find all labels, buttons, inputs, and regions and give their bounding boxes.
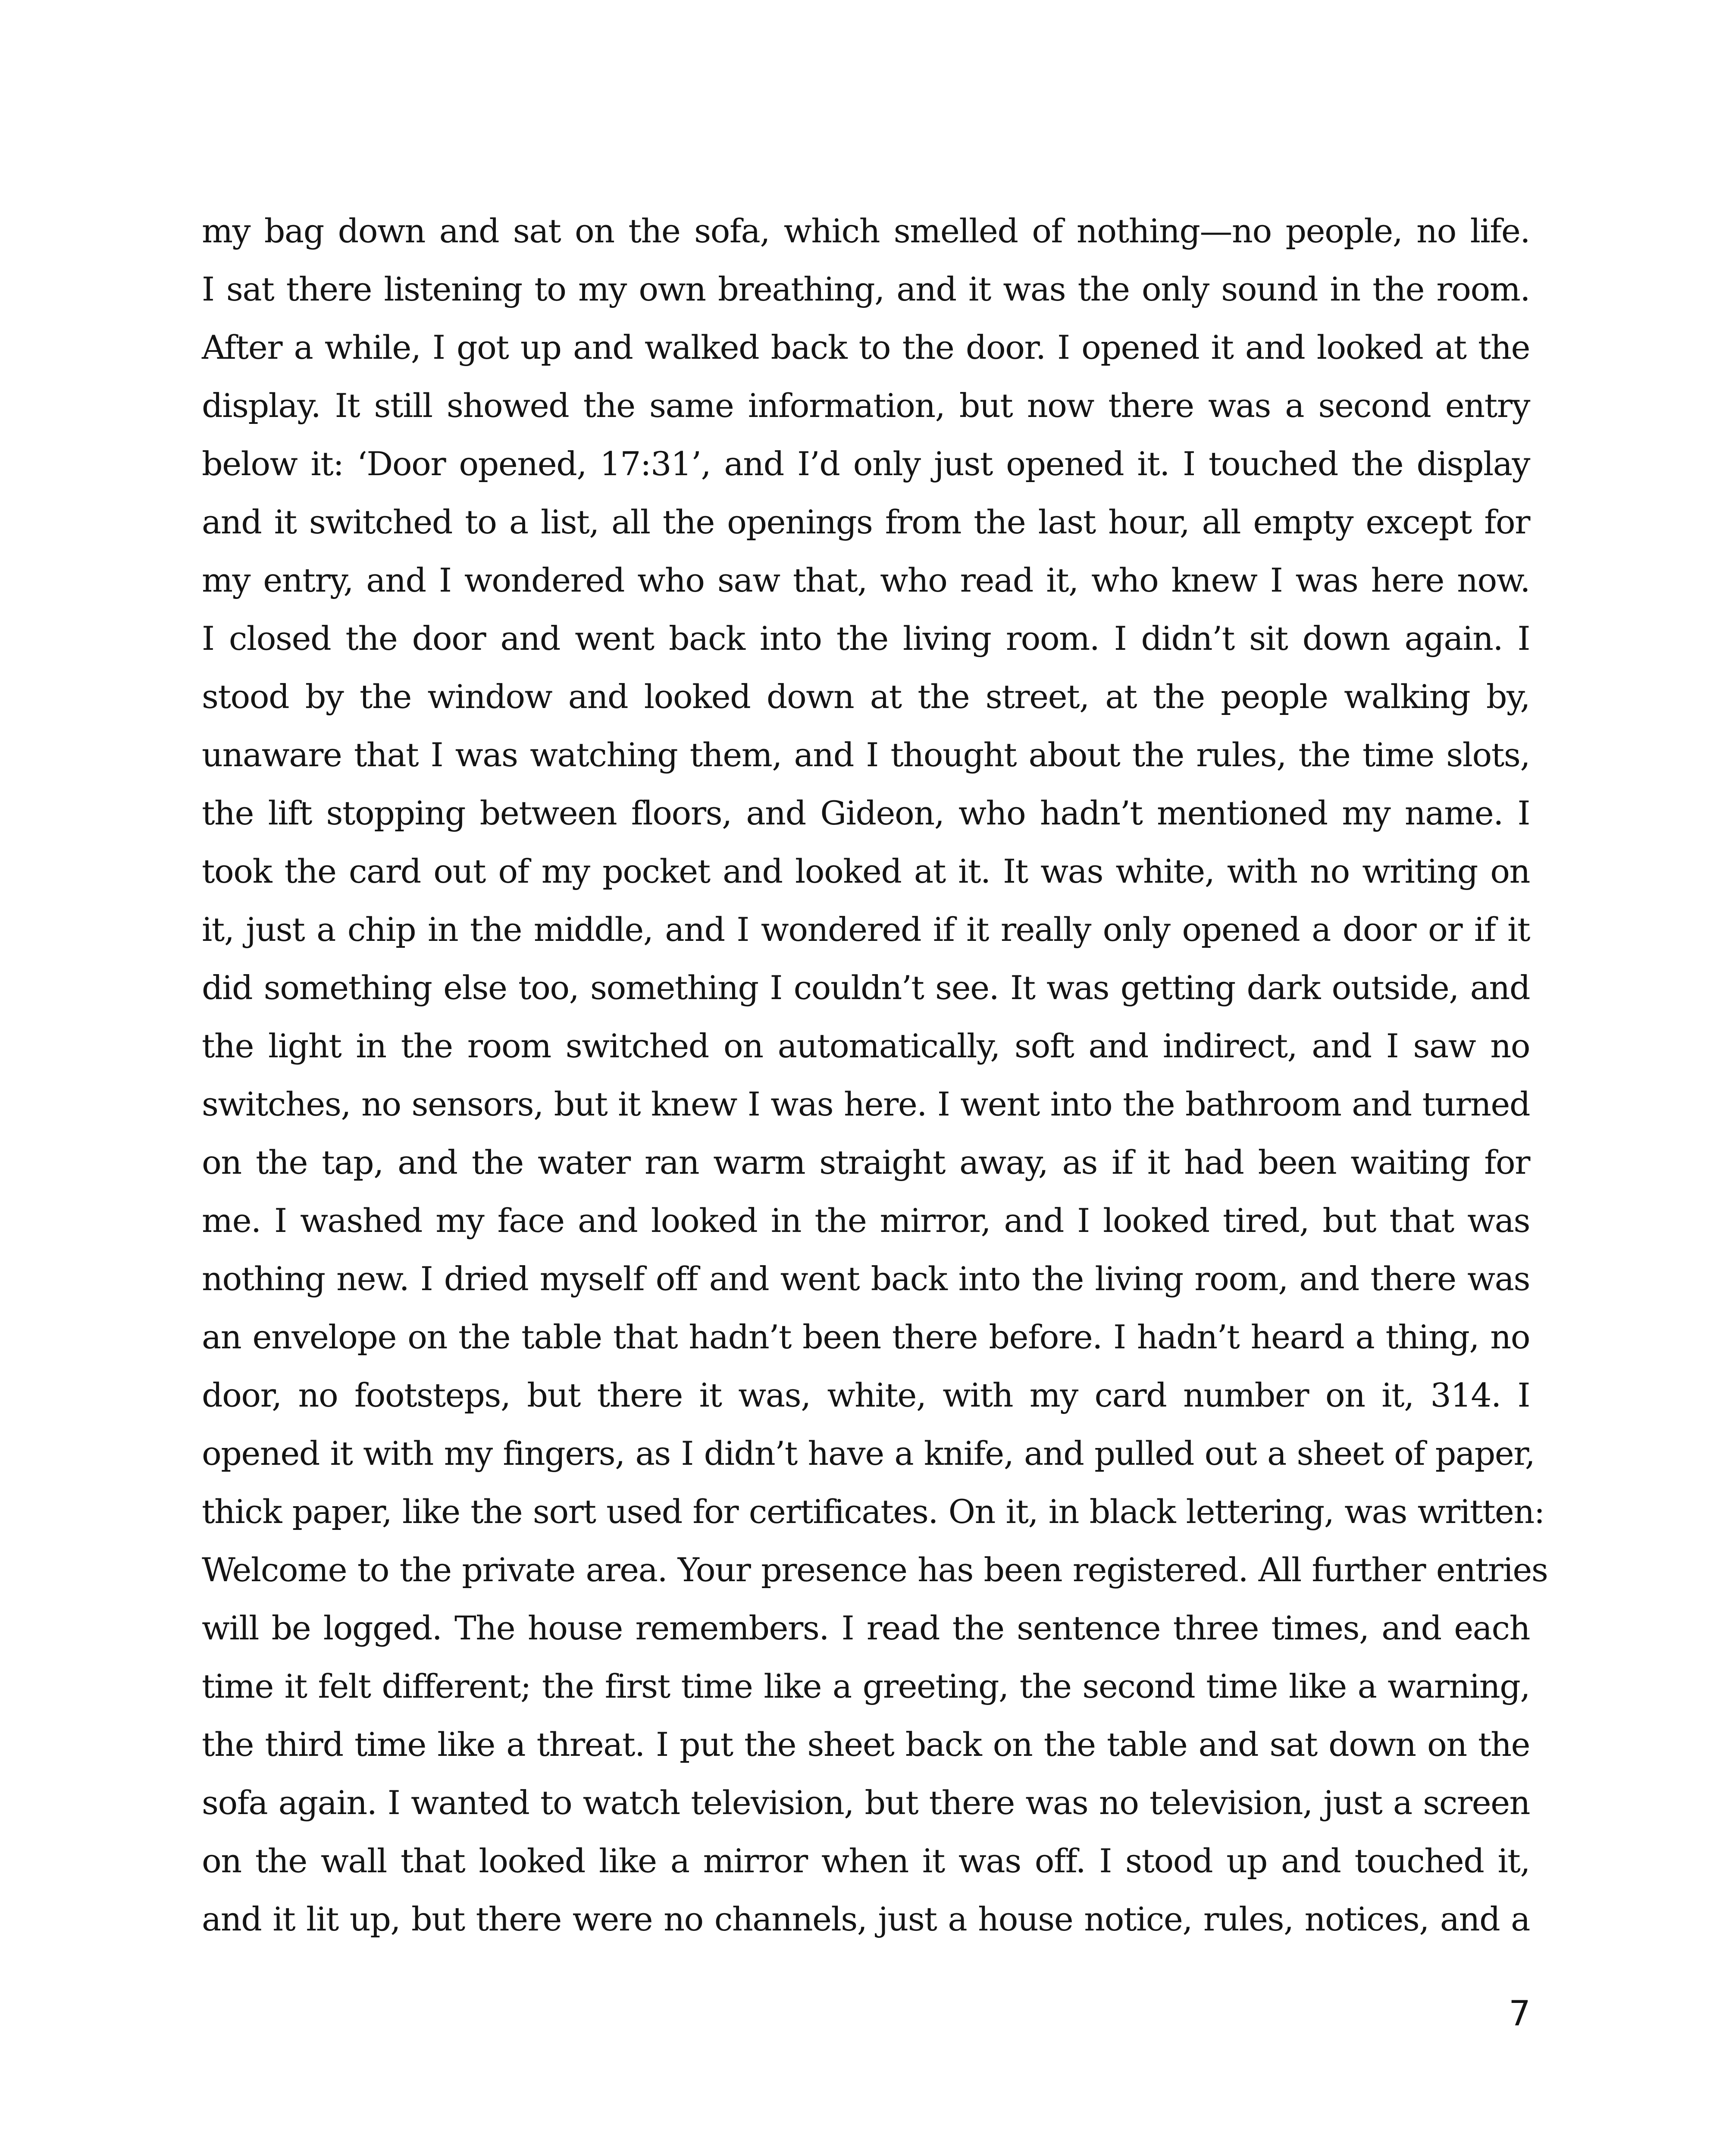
text-line: I sat there listening to my own breathing, and it was the only sound in the room.: [202, 270, 1530, 308]
text-line: switches, no sensors, but it knew I was here. I went into the bathroom and turned: [202, 1085, 1530, 1123]
text-line: the lift stopping between floors, and Gideon, who hadn’t mentioned my name. I: [202, 794, 1530, 832]
text-line: on the wall that looked like a mirror when it was off. I stood up and touched it,: [202, 1842, 1530, 1880]
text-line: I closed the door and went back into the living room. I didn’t sit down again. I: [202, 619, 1530, 658]
text-line: my entry, and I wondered who saw that, who read it, who knew I was here now.: [202, 561, 1530, 599]
text-line: opened it with my fingers, as I didn’t have a knife, and pulled out a sheet of paper,: [202, 1434, 1535, 1473]
text-line: nothing new. I dried myself off and went back into the living room, and there was: [202, 1260, 1530, 1298]
page-number: 7: [1509, 1993, 1531, 2034]
text-line: my bag down and sat on the sofa, which smelled of nothing—no people, no life.: [202, 212, 1530, 250]
text-line: stood by the window and looked down at the street, at the people walking by,: [202, 677, 1530, 716]
text-line: display. It still showed the same information, but now there was a second entry: [202, 386, 1530, 425]
text-line: Welcome to the private area. Your presence has been registered. All further entries: [202, 1551, 1548, 1589]
text-line: unaware that I was watching them, and I thought about the rules, the time slots,: [202, 736, 1530, 774]
text-line: it, just a chip in the middle, and I wondered if it really only opened a door or if it: [202, 910, 1530, 949]
text-line: took the card out of my pocket and looked at it. It was white, with no writing on: [202, 852, 1530, 890]
text-line: sofa again. I wanted to watch television, but there was no television, just a screen: [202, 1783, 1530, 1822]
text-line: After a while, I got up and walked back to the door. I opened it and looked at the: [202, 328, 1530, 367]
text-line: me. I washed my face and looked in the mirror, and I looked tired, but that was: [202, 1201, 1530, 1240]
text-line: thick paper, like the sort used for certificates. On it, in black lettering, was written:: [202, 1492, 1544, 1531]
text-line: the light in the room switched on automatically, soft and indirect, and I saw no: [202, 1027, 1530, 1065]
body-text: [202, 202, 1548, 1948]
text-line: time it felt different; the first time like a greeting, the second time like a warning,: [202, 1667, 1530, 1705]
text-line: did something else too, something I couldn’t see. It was getting dark outside, and: [202, 968, 1530, 1007]
text-line: will be logged. The house remembers. I read the sentence three times, and each: [202, 1609, 1530, 1647]
text-line: door, no footsteps, but there it was, white, with my card number on it, 314. I: [202, 1376, 1530, 1414]
text-line: on the tap, and the water ran warm straight away, as if it had been waiting for: [202, 1143, 1530, 1181]
text-line: below it: ‘Door opened, 17:31’, and I’d only just opened it. I touched the display: [202, 445, 1530, 483]
text-line: an envelope on the table that hadn’t been there before. I hadn’t heard a thing, no: [202, 1318, 1530, 1356]
text-line: and it switched to a list, all the openings from the last hour, all empty except for: [202, 503, 1530, 541]
text-line: the third time like a threat. I put the sheet back on the table and sat down on the: [202, 1725, 1530, 1764]
text-line: and it lit up, but there were no channels, just a house notice, rules, notices, and a: [202, 1900, 1530, 1938]
